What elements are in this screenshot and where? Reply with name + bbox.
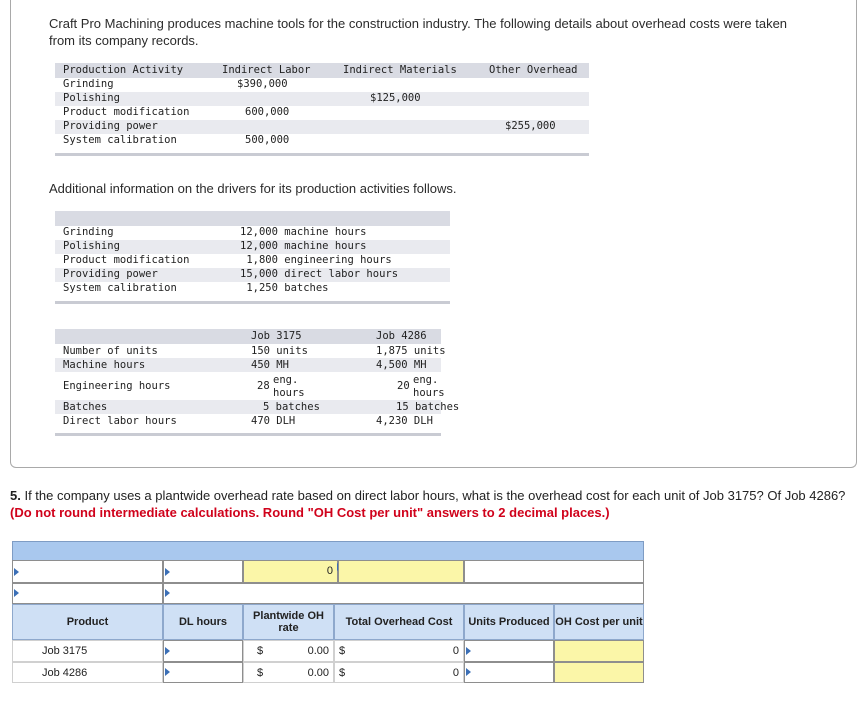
job2-unit: eng. — [413, 374, 439, 386]
oh-rate-cell — [243, 640, 334, 662]
job2-value: 4,500 MH — [376, 359, 427, 371]
question-body: If the company uses a plantwide overhead rate based on direct labor hours, what is the overhead cost for each unit of Job 3175? Of Job 4286? — [20, 488, 846, 503]
answer-grid — [12, 541, 644, 683]
input-marker-icon — [466, 647, 471, 655]
currency-symbol: $ — [257, 645, 264, 657]
costs-activity: Polishing — [63, 92, 120, 104]
input-marker-icon — [14, 589, 19, 597]
oh-cost-per-unit-input[interactable] — [554, 640, 644, 662]
total-overhead-cell — [334, 640, 464, 662]
job1-value: 150 units — [251, 345, 308, 357]
header-dl-hours: DL hours — [163, 604, 243, 640]
costs-header-materials: Indirect Materials — [343, 64, 457, 76]
driver-value: 1,800 engineering hours — [240, 254, 392, 266]
job1-header: Job 3175 — [251, 330, 302, 342]
costs-bottom-rule — [55, 153, 589, 156]
product-label: Job 4286 — [42, 667, 88, 679]
job1-value: 470 DLH — [251, 415, 296, 427]
job1-value: 28 — [257, 380, 270, 392]
additional-text: Additional information on the drivers for its production activities follows. — [49, 181, 457, 196]
blank-input[interactable] — [163, 583, 644, 604]
drivers-header-band — [55, 211, 450, 226]
costs-activity: Product modification — [63, 106, 190, 118]
job2-header: Job 4286 — [376, 330, 427, 342]
product-label: Job 3175 — [42, 645, 88, 657]
driver-value: 12,000 machine hours — [240, 240, 367, 252]
jobs-label: Batches — [63, 401, 108, 413]
currency-symbol: $ — [257, 667, 264, 679]
total-overhead-value: 0 — [452, 667, 459, 679]
blank-input[interactable] — [163, 560, 243, 583]
blank-input[interactable] — [12, 583, 163, 604]
job2-unit: hours — [413, 387, 445, 399]
driver-activity: Grinding — [63, 226, 114, 238]
costs-header-other: Other Overhead — [489, 64, 578, 76]
question-text — [10, 487, 855, 521]
driver-activity: Polishing — [63, 240, 120, 252]
jobs-label: Machine hours — [63, 359, 146, 371]
blank-input[interactable] — [338, 560, 464, 583]
costs-header-labor: Indirect Labor — [222, 64, 311, 76]
blank-input[interactable] — [12, 560, 163, 583]
question-number: 5. — [10, 488, 21, 503]
product-cell — [12, 640, 163, 662]
jobs-label: Direct labor hours — [63, 415, 177, 427]
units-produced-input[interactable] — [464, 662, 554, 683]
job1-value: 5 batches — [263, 401, 320, 413]
costs-header-activity: Production Activity — [63, 64, 184, 76]
currency-symbol: $ — [339, 667, 346, 679]
oh-cost-per-unit-input[interactable] — [554, 662, 644, 683]
costs-activity: System calibration — [63, 134, 177, 146]
drivers-bottom-rule — [55, 301, 450, 304]
costs-other: $255,000 — [505, 120, 556, 132]
total-overhead-value: 0 — [452, 645, 459, 657]
intro-text: Craft Pro Machining produces machine tools for the construction industry. The following details about overhead costs were taken from its company records. — [49, 16, 788, 48]
driver-value: 12,000 machine hours — [240, 226, 367, 238]
header-units-produced: Units Produced — [464, 604, 554, 640]
input-marker-icon — [165, 668, 170, 676]
input-marker-icon — [165, 647, 170, 655]
driver-activity: System calibration — [63, 282, 177, 294]
costs-activity: Grinding — [63, 78, 114, 90]
question-instruction: (Do not round intermediate calculations. Round "OH Cost per unit" answers to 2 decimal places.) — [10, 505, 610, 520]
job2-value: 20 — [397, 380, 410, 392]
oh-rate-value: 0.00 — [307, 645, 329, 657]
oh-rate-value: 0.00 — [307, 667, 329, 679]
jobs-bottom-rule — [55, 433, 441, 436]
costs-labor: 500,000 — [245, 134, 290, 146]
units-produced-input[interactable] — [464, 640, 554, 662]
product-cell — [12, 662, 163, 683]
job2-value: 4,230 DLH — [376, 415, 433, 427]
input-marker-icon — [14, 568, 19, 576]
jobs-row-shade — [55, 400, 441, 414]
answer-title-band — [12, 541, 644, 561]
costs-materials: $125,000 — [370, 92, 421, 104]
jobs-label: Number of units — [63, 345, 158, 357]
header-oh-rate: Plantwide OH rate — [243, 604, 334, 640]
header-oh-cost-per-unit: OH Cost per unit — [554, 604, 644, 640]
driver-value: 15,000 direct labor hours — [240, 268, 399, 280]
input-marker-icon — [165, 589, 170, 597]
costs-row-shade — [55, 92, 589, 106]
currency-symbol: $ — [339, 645, 346, 657]
driver-activity: Product modification — [63, 254, 190, 266]
job1-unit: eng. — [273, 374, 299, 386]
input-marker-icon — [165, 568, 170, 576]
total-overhead-cell — [334, 662, 464, 683]
job2-value: 15 batches — [396, 401, 460, 413]
job1-unit: hours — [273, 387, 305, 399]
jobs-label: Engineering hours — [63, 380, 171, 392]
driver-activity: Providing power — [63, 268, 158, 280]
top-value: 0 — [326, 565, 333, 577]
oh-rate-cell — [243, 662, 334, 683]
dl-hours-input[interactable] — [163, 662, 243, 683]
costs-activity: Providing power — [63, 120, 158, 132]
job1-value: 450 MH — [251, 359, 289, 371]
costs-labor: $390,000 — [237, 78, 288, 90]
dl-hours-input[interactable] — [163, 640, 243, 662]
blank-input[interactable] — [243, 560, 338, 583]
job2-value: 1,875 units — [376, 345, 446, 357]
input-marker-icon — [466, 668, 471, 676]
driver-value: 1,250 batches — [240, 282, 329, 294]
blank-input[interactable] — [464, 560, 644, 583]
header-product: Product — [12, 604, 163, 640]
header-total-overhead: Total Overhead Cost — [334, 604, 464, 640]
costs-labor: 600,000 — [245, 106, 290, 118]
